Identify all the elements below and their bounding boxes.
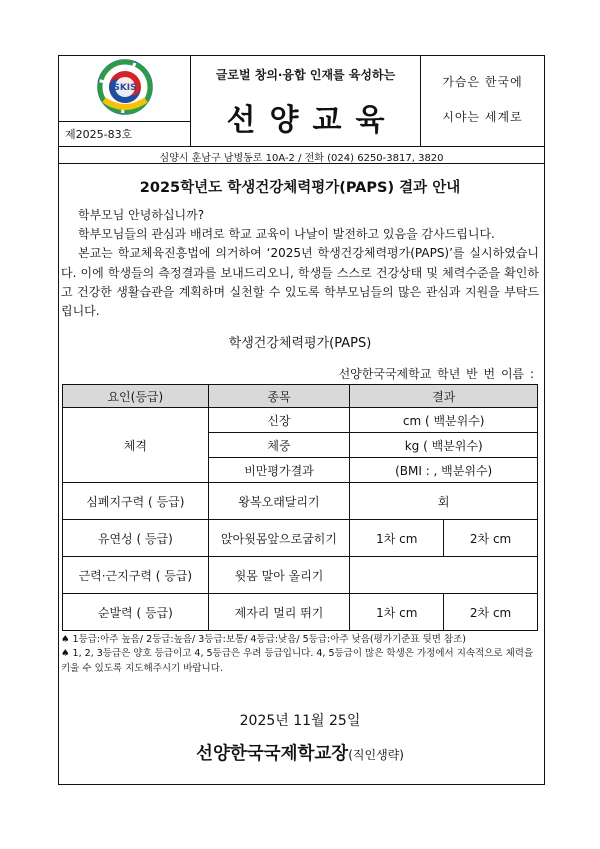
letterhead: [58, 55, 545, 147]
item-height: 신장: [208, 408, 350, 433]
column-header-item: 종목: [208, 385, 350, 408]
result-weight: kg ( 백분위수): [350, 433, 538, 458]
paps-table-title: 학생건강체력평가(PAPS): [228, 336, 372, 351]
logo-cell: [59, 56, 191, 121]
column-header-result: 결과: [350, 385, 538, 408]
result-sit-and-reach-2: 2차 cm: [444, 520, 538, 557]
paragraph-2: 본교는 학교체육진흥법에 의거하여 ‘2025년 학생건강체력평가(PAPS)’를 실시하였습니다. 이에 학생들의 측정결과를 보내드리오니, 학생들 스스로 건강상태 및 체력수준을 확인하고 건강한 생활습관을 계획하며 실천할 수 있도록 학부모님들의 많은 관심과 지원을 부탁드립니다.: [61, 246, 539, 319]
factor-strength: 근력·근지구력 ( 등급): [63, 557, 209, 594]
school-address: 심양시 훈남구 남병동로 10A-2 / 전화 (024) 6250-3817, 3820: [58, 147, 545, 164]
school-logo: [59, 56, 191, 121]
guidance-note: ♠ 1, 2, 3등급은 양호 등급이고 4, 5등급은 우려 등급입니다. 4, 5등급이 많은 학생은 가정에서 지속적으로 체력을 키울 수 있도록 지도해주시기 바랍니다.: [61, 648, 534, 674]
item-weight: 체중: [208, 433, 350, 458]
greeting: 학부모님 안녕하십니까?: [78, 208, 205, 222]
document-title: 2025학년도 학생건강체력평가(PAPS) 결과 안내: [139, 180, 461, 196]
result-long-jump-2: 2차 cm: [444, 594, 538, 631]
result-height: cm ( 백분위수): [350, 408, 538, 433]
grade-legend-note: ♠ 1등급:아주 높음/ 2등급:높음/ 3등급:보통/ 4등급:낮음/ 5등급:아주 낮음(평가기준표 뒷면 참조): [61, 634, 466, 645]
item-curl-up: 윗몸 말아 올리기: [208, 557, 350, 594]
result-curl-up: [350, 557, 538, 594]
item-shuttle-run: 왕복오래달리기: [208, 483, 350, 520]
factor-body-size: 체격: [63, 408, 209, 483]
student-info-line: 선양한국국제학교 학년 반 번 이름 :: [338, 367, 534, 381]
letter-body: [61, 206, 539, 321]
result-obesity: (BMI : , 백분위수): [350, 458, 538, 483]
result-long-jump-1: 1차 cm: [350, 594, 444, 631]
header-subtitle: 글로벌 창의·융합 인재를 육성하는: [215, 68, 396, 82]
svg-text:SKIS: SKIS: [113, 83, 137, 93]
result-sit-and-reach-1: 1차 cm: [350, 520, 444, 557]
principal-signature-line: [0, 740, 600, 765]
principal-title: 선양한국국제학교장: [196, 744, 349, 764]
issue-date: 2025년 11월 25일: [239, 713, 361, 729]
result-shuttle-run: 회: [350, 483, 538, 520]
item-obesity: 비만평가결과: [208, 458, 350, 483]
motto-line-1: 가슴은 한국에: [442, 75, 523, 89]
paragraph-1: 학부모님들의 관심과 배려로 학교 교육이 나날이 발전하고 있음을 감사드립니다.: [78, 227, 495, 242]
factor-power: 순발력 ( 등급): [63, 594, 209, 631]
seal-omitted-note: (직인생략): [348, 748, 404, 762]
item-standing-long-jump: 제자리 멀리 뛰기: [208, 594, 350, 631]
paps-results-table: [62, 384, 538, 631]
title-cell: [191, 56, 421, 146]
issue-number: 제2025-83호: [59, 121, 191, 146]
motto-cell: [421, 56, 544, 146]
column-header-factor: 요인(등급): [63, 385, 209, 408]
factor-cardio: 심폐지구력 ( 등급): [63, 483, 209, 520]
item-sit-and-reach: 앉아윗몸앞으로굽히기: [208, 520, 350, 557]
factor-flexibility: 유연성 ( 등급): [63, 520, 209, 557]
motto-line-2: 시야는 세계로: [442, 110, 523, 124]
newsletter-title: 선양교육: [226, 103, 399, 138]
